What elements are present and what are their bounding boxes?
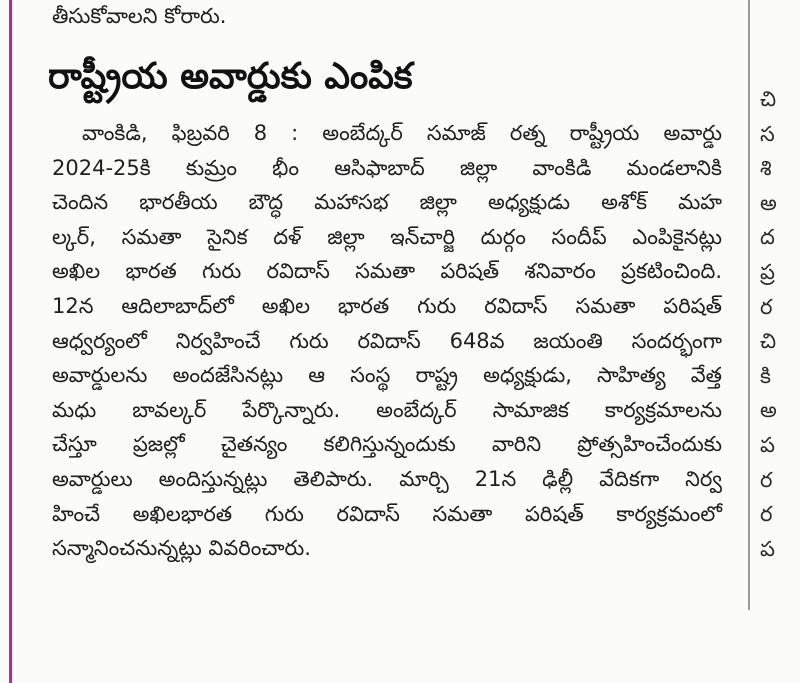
adjacent-column-fragment: అ: [760, 398, 777, 423]
adjacent-column-fragment: ప్ర: [760, 259, 775, 284]
article-body: [52, 116, 722, 566]
page-left-border: [0, 0, 12, 683]
article-line: 12న ఆదిలాబాద్‌లో అఖిల భారత గురు రవిదాస్ సమతా పరిషత్: [52, 293, 722, 318]
adjacent-column-fragment: ప: [760, 536, 775, 561]
article-line: ఆధ్వర్యంలో నిర్వహించే గురు రవిదాస్ 648వ జయంతి సందర్భంగా: [52, 328, 722, 353]
article-line: అవార్డులను అందజేసినట్లు ఆ సంస్థ రాష్ట్ర అధ్యక్షుడు, సాహిత్య వేత్త: [52, 363, 722, 388]
adjacent-column-fragment: ద: [760, 225, 775, 250]
adjacent-column: [760, 82, 800, 566]
article-line: 2024-25కి కుమ్రం భీం ఆసిఫాబాద్ జిల్లా వాంకిడి మండలానికి: [52, 155, 722, 180]
adjacent-column-fragment: అ: [760, 190, 777, 215]
article-headline: రాష్ట్రీయ అవార్డుకు ఎంపిక: [48, 56, 413, 97]
adjacent-column-fragment: శి: [760, 156, 772, 181]
adjacent-column-fragment: ర: [760, 294, 773, 319]
article-line: మధు బావల్కర్ పేర్కొన్నారు. అంబేద్కర్ సామాజిక కార్యక్రమాలను: [52, 397, 722, 422]
adjacent-column-fragment: ర: [760, 502, 773, 527]
article-line: సన్మానించనున్నట్లు వివరించారు.: [52, 536, 311, 561]
previous-article-last-line: తీసుకోవాలని కోరారు.: [52, 4, 227, 28]
adjacent-column-fragment: కి: [760, 363, 771, 388]
adjacent-column-fragment: స: [760, 121, 775, 146]
adjacent-column-fragment: చి: [760, 87, 777, 111]
article-line: చేస్తూ ప్రజల్లో చైతన్యం కలిగిస్తున్నందుకు వారిని ప్రోత్సహించేందుకు: [52, 432, 722, 457]
article-line: ల్కర్, సమతా సైనిక దళ్ జిల్లా ఇన్‌చార్జి దుర్గం సందీప్ ఎంపికైనట్లు: [52, 224, 722, 249]
adjacent-column-fragment: చి: [760, 329, 777, 354]
adjacent-column-fragment: ప: [760, 432, 775, 457]
article-line: చెందిన భారతీయ బౌద్ధ మహాసభ జిల్లా అధ్యక్షుడు అశోక్ మహ: [52, 190, 722, 215]
article-line: అవార్డులు అందిస్తున్నట్లు తెలిపారు. మార్చి 21న ఢిల్లీ వేదికగా నిర్వ: [52, 466, 722, 491]
adjacent-column-fragment: ర: [760, 467, 773, 492]
article-line: అఖిల భారత గురు రవిదాస్ సమతా పరిషత్ శనివారం ప్రకటించింది.: [52, 259, 722, 284]
article-line: వాంకిడి, ఫిబ్రవరి 8 : అంబేద్కర్ సమాజ్ రత్న రాష్ట్రీయ అవార్డు: [82, 121, 722, 145]
column-divider: [748, 0, 750, 610]
article-line: హించే అఖిలభారత గురు రవిదాస్ సమతా పరిషత్ కార్యక్రమంలో: [52, 501, 722, 526]
